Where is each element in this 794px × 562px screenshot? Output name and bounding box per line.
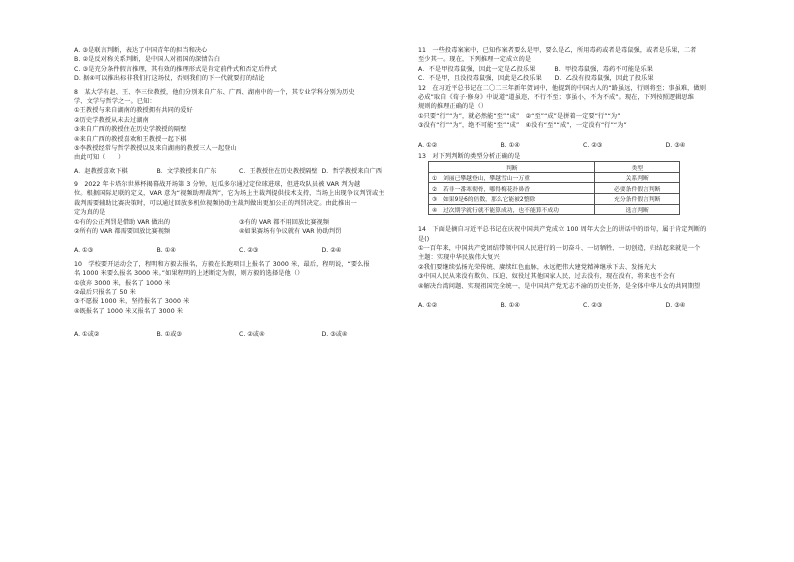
question-8-options: [74, 167, 404, 176]
question-14-options: [418, 301, 748, 310]
answer-option[interactable]: C. ②③: [583, 302, 603, 309]
answer-option[interactable]: C. ②或④: [239, 331, 265, 339]
statement: ①有的公正判罚是借助 VAR 做出的: [74, 218, 171, 226]
question-14-text: ②我们要继续弘扬光荣传统、赓续红色血脉，永远把伟大建党精神继承下去、发扬光大: [418, 263, 657, 271]
question-8-text: 由此可知（ ）: [74, 154, 125, 162]
table-header-cell: 类型: [595, 162, 680, 173]
table-row: [429, 183, 680, 194]
answer-option[interactable]: D．哲学教授来自广西: [321, 167, 382, 175]
answer-option[interactable]: B. ①④: [500, 141, 520, 149]
question-9-options: [74, 246, 404, 255]
question-11-text: 至少其一。现在，下列推理一定成立的是: [418, 56, 532, 64]
question-8-text: 8 某大学有赵、王、李三位教授，他们分别来自广东、广西、湖南中的一个，其专业学科分别为历史: [74, 88, 355, 96]
question-12-text: 12 在习近平总书记在二〇二三年新年贺词中，他提到的中国古人的“路虽远，行则将至；事虽难，做则: [418, 84, 707, 92]
answer-option[interactable]: C. ②③: [239, 247, 259, 255]
question-8-text: ②历史学教授从未去过湖南: [74, 116, 149, 124]
statement: ③有的 VAR 都不用回放比赛视频: [239, 218, 329, 226]
question-10-text: ①放弃 3000 米，报名了 1000 米: [74, 279, 171, 287]
statement: ④如果赛场有争议就有 VAR 协助判罚: [239, 228, 342, 236]
question-10-text: ②最后只报名了 50 米: [74, 288, 136, 296]
answer-option[interactable]: A. ①②: [418, 141, 438, 149]
left-column: [74, 46, 404, 340]
option-line: C. ③是充分条件假言推理，其有效的推理形式是肯定前件式和否定后件式: [74, 65, 277, 73]
table-cell: 必要条件假言判断: [595, 183, 680, 194]
answer-option[interactable]: B．文学教授来自广东: [156, 167, 217, 175]
table-row: [429, 194, 680, 205]
question-8-text: ①王教授与来自湖南的教授拥有共同的爱好: [74, 107, 193, 115]
question-14-text: 14 下面是摘自习近平总书记在庆祝中国共产党成立 100 周年大会上的讲话中的语句，属于肯定判断的: [418, 226, 707, 234]
answer-option[interactable]: C．王教授住在历史教授隔壁: [239, 167, 318, 175]
question-12-text: ①只要“行”“为”，就必然能“至”“成” ②“至”“成”是拼着一定要“行”“为”: [418, 112, 621, 120]
answer-option[interactable]: D. ③或④: [321, 331, 348, 339]
answer-option[interactable]: A．赵教授喜欢下棋: [74, 167, 128, 175]
question-11-text: 11 一些投毒案案中，已知作案者要么是甲，要么是乙，所用毒药或者是毒鼠强，或者是乐果，二者: [418, 47, 697, 54]
table-header-row: [429, 162, 680, 173]
table-cell: ③ 如果9是6的倍数，那么它能被2整除: [429, 194, 595, 205]
question-12-text: ③没有“行”“为”，绝不可能“至”“成” ④没有“至”“成”，一定没有“行”“为”: [418, 122, 627, 130]
right-column: [418, 46, 748, 310]
answer-option[interactable]: A. ①或②: [74, 331, 100, 339]
answer-option[interactable]: B. ①或③: [156, 331, 182, 339]
question-14-text: ④解决台湾问题、实现祖国完全统一，是中国共产党无志不渝的历史任务，是全体中华儿女的共同期望: [418, 282, 701, 290]
table-cell: 充分条件假言判断: [595, 194, 680, 205]
question-9-text: 位。根据国际足联的定义，VAR 意为“视频助理裁判”，它为场上主裁判提供技术支持，当场上出现争议判罚或主: [74, 190, 385, 198]
question-12-text: 规则的推理正确的是（）: [418, 103, 488, 111]
answer-option[interactable]: D. ③④: [665, 141, 686, 149]
question-10-text: ④既报名了 1000 米又报名了 3000 米: [74, 307, 184, 315]
table-cell: ② 若非一番寒彻骨，哪得梅花扑鼻香: [429, 183, 595, 194]
question-13-table: [428, 161, 680, 215]
answer-option[interactable]: B. ①④: [500, 302, 520, 309]
option-line: D. 据④可以推出标非我们打这场仗，否则我们的下一代就要打的结论: [74, 75, 265, 83]
table-cell: 选言判断: [595, 204, 680, 215]
question-10-text: 名 1000 米要么报名 3000 米。”如果程明的上述断定为假，则方毅的选择是他（）: [74, 270, 304, 278]
question-12-options: [418, 141, 748, 150]
table-cell: ④ 过次期学就行就不能算成功，也不能算不成功: [429, 204, 595, 215]
table-cell: ① 刘丽已攀越登山，攀越雪山一万重: [429, 172, 595, 183]
question-10-text: ③不愿报 1000 米，坚持报名了 3000 米: [74, 298, 190, 306]
question-14-text: 主题：实现中华民族伟大复兴: [418, 254, 500, 262]
question-11-option[interactable]: A．不是甲投毒鼠强，因此一定是乙投乐果 B．甲投毒鼠强，毒药不可能是乐果: [418, 65, 654, 73]
question-10-options: [74, 330, 404, 339]
question-14-text: ③中国人民从来没有欺负、压迫、奴役过其他国家人民，过去没有，现在没有，将来也不会有: [418, 273, 676, 281]
question-11-option[interactable]: C．不是甲，且没投毒鼠强，因此是乙投乐果 D．乙没有投毒鼠强，因此了投乐果: [418, 75, 654, 83]
question-8-text: ④来自广西的教授喜欢和王教授一起下棋: [74, 135, 187, 143]
table-cell: 关系判断: [595, 172, 680, 183]
table-header-cell: 判断: [429, 162, 595, 173]
table-row: [429, 172, 680, 183]
table-row: [429, 204, 680, 215]
answer-option[interactable]: D. ②④: [321, 247, 342, 255]
answer-option[interactable]: A. ①②: [418, 302, 438, 309]
question-9-text: 9 2022 年卡塔尔世界杯揭幕战开场第 3 分钟，厄瓜多尔通过定位球进球，但进攻队员被 VAR 判为越: [74, 181, 361, 189]
option-line: A. ③是联言判断，表达了中国青年的担当和决心: [74, 47, 208, 54]
option-line: B. ②是反对称关系判断，是中国人对祖国的深情告白: [74, 56, 221, 64]
question-12-text: 必成”取自《荀子·修身》中说道“道虽迩，不行不至；事虽小，不为不成”。现在，下列按照逻辑思维: [418, 93, 695, 101]
question-8-text: ③来自广西的教授住在历史学教授的隔壁: [74, 126, 187, 134]
question-9-text: 定为真的是: [74, 209, 106, 217]
question-14-text: ①一百年来，中国共产党团结带领中国人民进行的一切奋斗、一切牺牲、一切创造，归结起来就是一个: [418, 245, 701, 253]
question-14-text: 是(): [418, 235, 430, 243]
answer-option[interactable]: D. ③④: [665, 302, 686, 309]
answer-option[interactable]: A. ①③: [74, 247, 94, 255]
statement: ②所有的 VAR 都需要回放比赛视频: [74, 228, 171, 236]
answer-option[interactable]: B. ①④: [156, 247, 176, 255]
question-9-statements: [74, 218, 404, 227]
answer-option[interactable]: C. ②③: [583, 141, 603, 149]
question-9-text: 裁判需要辅助比赛决策时，可以通过回放多机位视频协助主裁判做出更加公正的判罚决定。由此推出一: [74, 199, 357, 207]
question-8-text: 学、文学与哲学之一。已知：: [74, 97, 156, 105]
question-8-text: ⑤李教授经常与哲学教授以及来自湖南的教授三人一起登山: [74, 144, 237, 152]
question-10-text: 10 学校要开运动会了，程明和方毅去报名，方毅在长跑项目上报名了 3000 米，最后，程明说，“要么报: [74, 260, 370, 268]
question-9-statements: [74, 227, 404, 236]
question-13-title: 13 对下列判断的类型分析正确的是: [418, 152, 521, 160]
